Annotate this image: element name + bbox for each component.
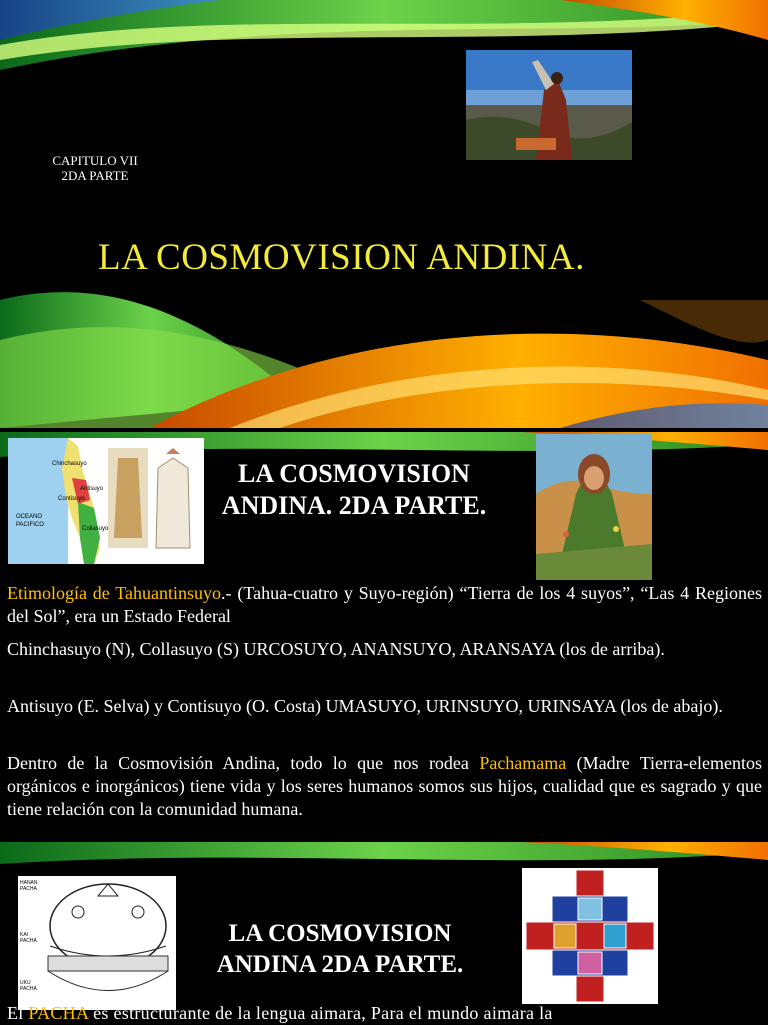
pacha-text-start: El [7,1003,29,1023]
andean-ritual-photo [466,50,632,160]
map-label-antisuyo: Antisuyo [80,486,104,492]
chakana-cross-image [522,868,658,1004]
diagram-label-hanan: HANAN PACHA [20,880,38,892]
paragraph-pacha [7,1002,762,1025]
paragraph-tahuantinsuyo-etymology [7,582,762,628]
pachamama-term: Pachamama [479,753,567,773]
pachamama-painting [536,434,652,580]
chapter-label [20,153,170,183]
map-label-ocean [16,513,44,529]
map-label-ocean-line2: PACIFICO [16,522,44,528]
map-label-contisuyo: Contisuyo [58,496,85,502]
diagram-label-kai: KAI PACHA [20,932,37,944]
paragraph-lower-suyos: Antisuyo (E. Selva) y Contisuyo (O. Costa) UMASUYO, URINSUYO, URINSAYA (los de abajo). [7,696,723,716]
paragraph-pachamama [7,752,762,821]
pacha-text-rest: es estructurante de la lengua aimara, Para el mundo aimara la [88,1003,553,1023]
decorative-swoosh-background [0,0,768,428]
pacha-term: PACHA [28,1003,89,1023]
pachamama-text-start: Dentro de la Cosmovisión Andina, todo lo que nos rodea [7,753,480,773]
tahuantinsuyo-definition: .- (Tahua-cuatro y Suyo-región) “Tierra de los 4 suyos”, “Las 4 Regiones del Sol”, era un Estado Federal [7,583,762,626]
slide-1 [0,0,768,428]
slide-3 [0,842,768,1024]
slide-2-title: LA COSMOVISION ANDINA. 2DA PARTE. [221,459,487,520]
map-label-chinchasuyo: Chinchasuyo [52,461,87,467]
tahuantinsuyo-map-image [8,438,204,564]
tahuantinsuyo-term: Etimología de Tahuantinsuyo [7,583,222,603]
pachamama-text-end: (Madre Tierra-elementos orgánicos e inorgánicos) tiene vida y los seres humanos somos sus hijos, cualidad que es sagrado y que tiene relación con la comunidad humana. [7,753,762,819]
map-label-ocean-line1: OCEANO [16,514,43,520]
map-label-collasuyo: Collasuyo [82,526,109,532]
slide-3-title: LA COSMOVISION ANDINA 2DA PARTE. [216,920,464,978]
paragraph-upper-suyos: Chinchasuyo (N), Collasuyo (S) URCOSUYO, ANANSUYO, ARANSAYA (los de arriba). [7,639,665,659]
chapter-part: 2DA PARTE [61,168,129,183]
pacha-worlds-diagram [18,876,176,1010]
chapter-number: CAPITULO VII [52,153,138,168]
diagram-label-ukhu: UKU PACHA [20,980,37,992]
slide-1-title: LA COSMOVISION ANDINA. [98,237,585,278]
